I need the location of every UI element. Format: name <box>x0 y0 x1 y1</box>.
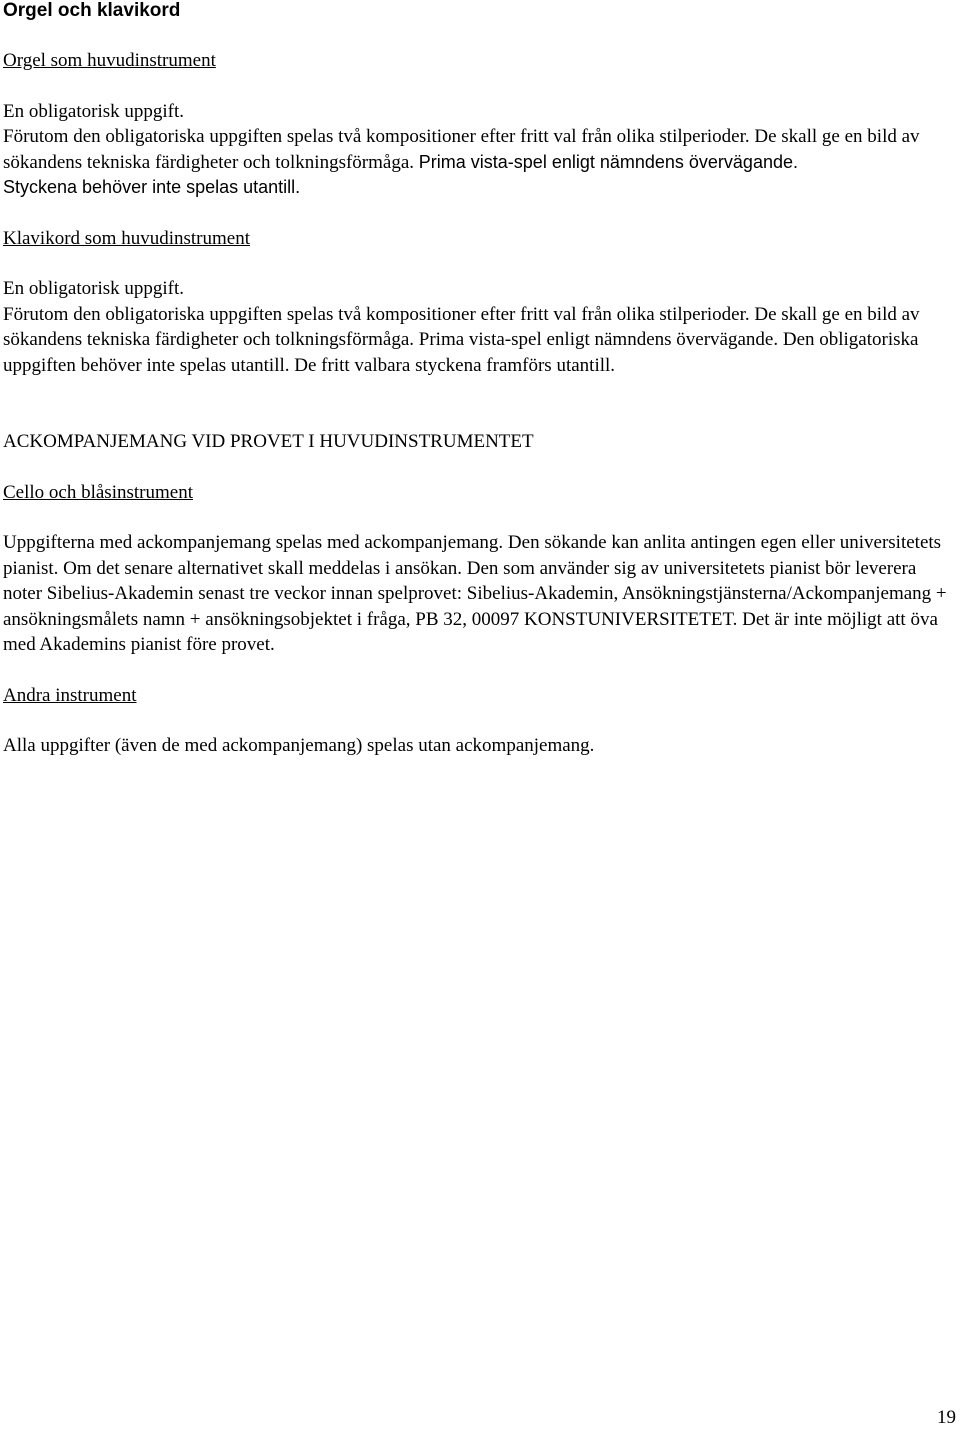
organ-title: Orgel som huvudinstrument <box>3 50 216 71</box>
clavichord-title: Klavikord som huvudinstrument <box>3 227 250 249</box>
organ-line-last: Styckena behöver inte spelas utantill. <box>3 177 301 197</box>
cello-title: Cello och blåsinstrument <box>3 481 193 503</box>
page-number: 19 <box>937 1407 956 1428</box>
accompaniment-title: ACKOMPANJEMANG VID PROVET I HUVUDINSTRUMENTET <box>3 431 534 452</box>
organ-para-a: Förutom den obligatoriska uppgiften spelas två kompositioner efter fritt val från olika stilperioder. De skall ge en bild av sökandens tekniska färdigheter och tolkningsförmåga. <box>3 126 920 173</box>
other-instruments-title: Andra instrument <box>3 684 137 706</box>
clavichord-paragraph: Förutom den obligatoriska uppgiften spelas två kompositioner efter fritt val från olika stilperioder. De skall ge en bild av sökandens tekniska färdigheter och tolkningsförmåga. Prima vista-spel enligt nämndens övervägande. Den obligatoriska uppgiften behöver inte spelas utantill. De fritt valbara styckena framförs utantill. <box>3 303 920 376</box>
clavichord-line-1: En obligatorisk uppgift. <box>3 278 185 299</box>
organ-line-1: En obligatorisk uppgift. <box>3 100 185 122</box>
cello-paragraph: Uppgifterna med ackompanjemang spelas med ackompanjemang. Den sökande kan anlita antingen egen eller universitetets pianist. Om det senare alternativet skall meddelas i ansökan. Den som använder sig av universitetets pianist bör leverera noter Sibelius-Akademin senast tre veckor innan spelprovet: Sibelius-Akademin, Ansökningstjänsterna/Ackompanjemang + ansökningsmålets namn + ansökningsobjektet i fråga, PB 32, 00097 KONSTUNIVERSITETET. Det är inte möjligt att öva med Akademins pianist före provet. <box>3 532 947 655</box>
organ-paragraph <box>3 124 953 175</box>
section-heading: Orgel och klavikord <box>3 0 181 21</box>
organ-para-b: Prima vista-spel enligt nämndens övervägande. <box>418 151 798 172</box>
other-instruments-paragraph: Alla uppgifter (även de med ackompanjemang) spelas utan ackompanjemang. <box>3 735 595 756</box>
document-page <box>3 0 953 759</box>
